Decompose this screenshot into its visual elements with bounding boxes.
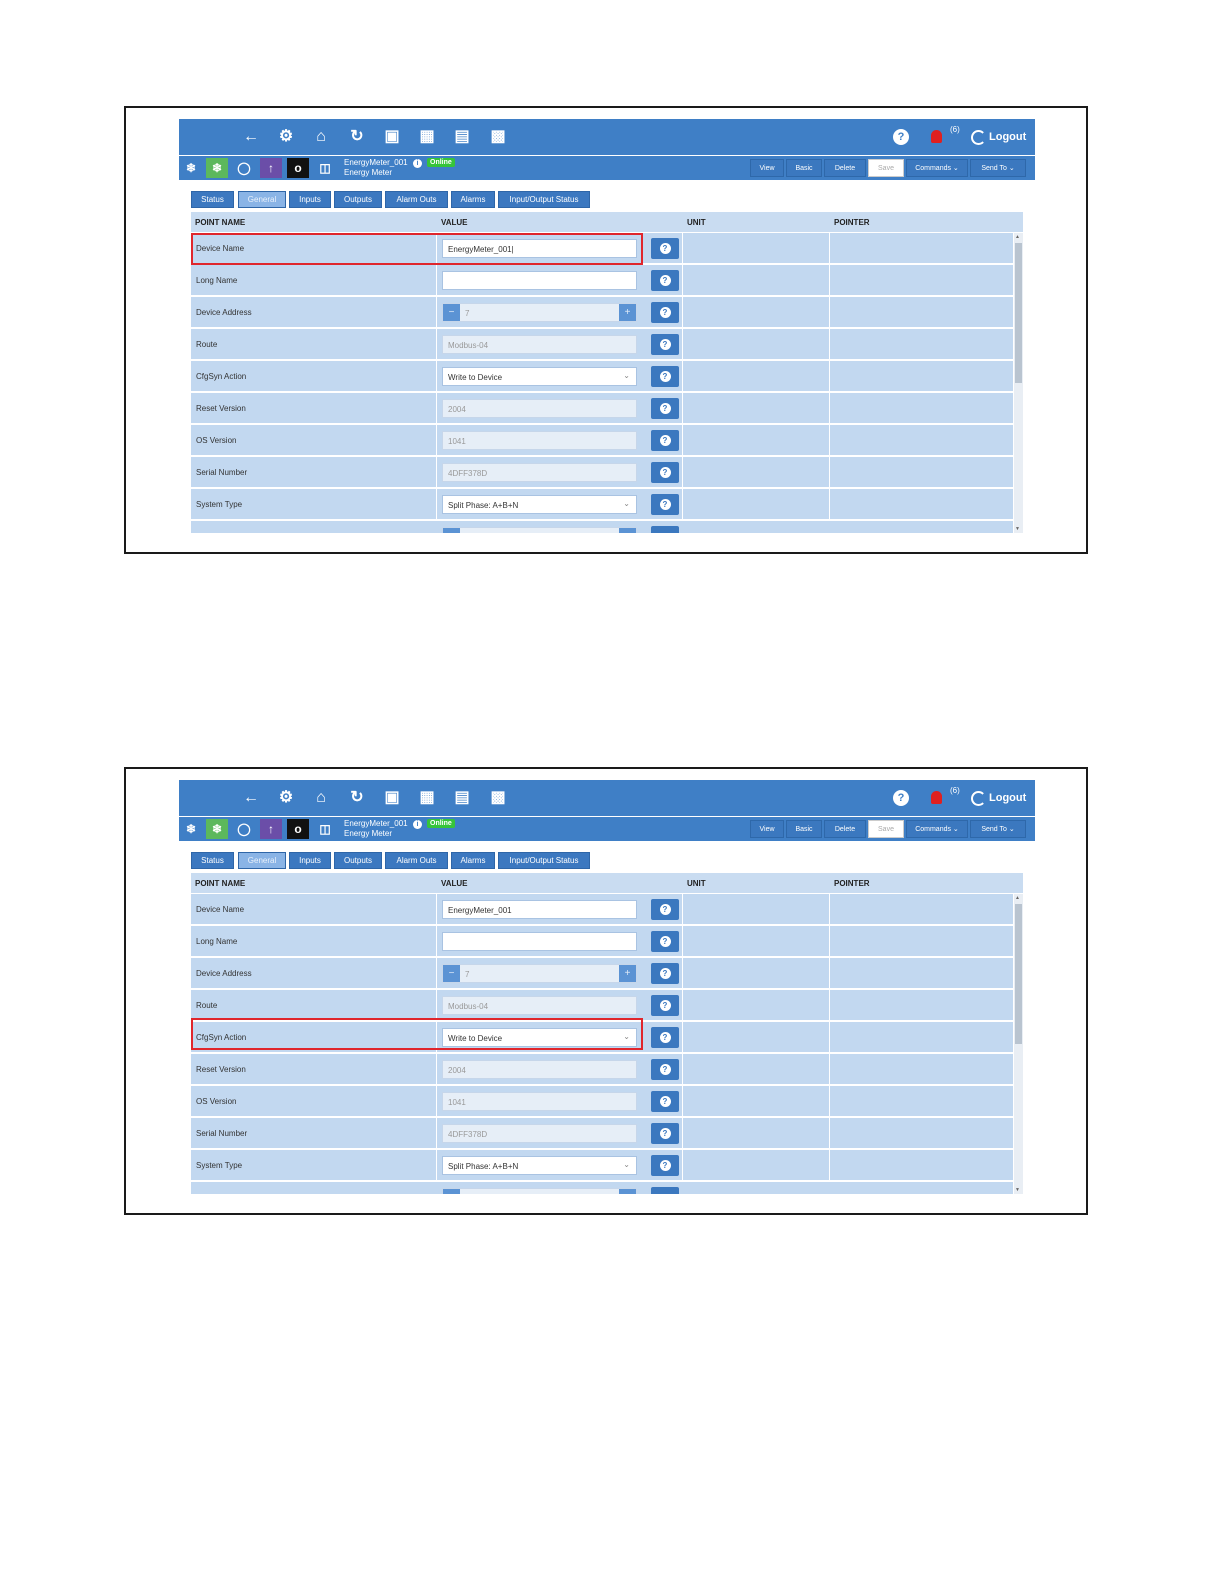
- cube-icon[interactable]: ▣: [384, 128, 400, 145]
- question-icon: ?: [660, 1128, 671, 1139]
- question-icon: ?: [660, 403, 671, 414]
- chevron-down-icon: ⌄: [623, 371, 630, 380]
- scroll-down-icon[interactable]: ▼: [1015, 1187, 1020, 1193]
- column-divider: [682, 1054, 683, 1085]
- tab-inputs[interactable]: Inputs: [289, 852, 331, 869]
- column-divider: [436, 425, 437, 456]
- heat-cool-icon[interactable]: ❄: [206, 158, 228, 178]
- snowflake-icon[interactable]: ❄: [180, 158, 202, 178]
- tab-outputs[interactable]: Outputs: [334, 191, 382, 208]
- table-row: [191, 958, 1013, 989]
- column-divider: [829, 1150, 830, 1181]
- alarm-count: (6): [950, 125, 960, 134]
- help-button[interactable]: [651, 270, 679, 291]
- stepper-partial[interactable]: [442, 527, 637, 533]
- column-divider: [682, 926, 683, 957]
- basic-button[interactable]: Basic: [786, 159, 822, 177]
- plug-icon[interactable]: ↑: [260, 819, 282, 839]
- column-divider: [682, 425, 683, 456]
- column-divider: [436, 457, 437, 488]
- tab-outputs[interactable]: Outputs: [334, 852, 382, 869]
- gear-icon[interactable]: ⚙: [278, 789, 294, 806]
- question-icon: ?: [660, 339, 671, 350]
- header-value: VALUE: [441, 879, 468, 888]
- long-name-input[interactable]: [442, 271, 637, 290]
- table-row: [191, 990, 1013, 1021]
- point-name: Route: [196, 1001, 218, 1010]
- snowflake-icon[interactable]: ❄: [180, 819, 202, 839]
- table-row: [191, 393, 1013, 424]
- column-divider: [436, 1118, 437, 1149]
- column-divider: [436, 297, 437, 328]
- table-row-partial: [191, 521, 1013, 533]
- scroll-thumb[interactable]: [1015, 904, 1022, 1044]
- help-button[interactable]: [651, 1059, 679, 1080]
- info-icon[interactable]: i: [413, 820, 422, 829]
- cfgsyn-action-select[interactable]: [442, 367, 637, 386]
- device-name: EnergyMeter_001: [344, 819, 408, 828]
- column-divider: [682, 329, 683, 360]
- column-divider: [829, 1054, 830, 1085]
- table-row: [191, 425, 1013, 456]
- table-row: [191, 1118, 1013, 1149]
- scrollbar[interactable]: [1014, 894, 1023, 1194]
- device-bar: [179, 817, 1035, 841]
- header-unit: UNIT: [687, 218, 706, 227]
- point-name: OS Version: [196, 1097, 237, 1106]
- column-divider: [829, 329, 830, 360]
- cube-icon[interactable]: ▣: [384, 789, 400, 806]
- header-point-name: POINT NAME: [195, 879, 246, 888]
- help-button[interactable]: [651, 1187, 679, 1194]
- help-button[interactable]: [651, 963, 679, 984]
- help-button[interactable]: [651, 995, 679, 1016]
- column-divider: [829, 425, 830, 456]
- column-divider: [682, 1150, 683, 1181]
- column-divider: [436, 958, 437, 989]
- status-badge: Online: [427, 819, 455, 828]
- scroll-up-icon[interactable]: ▲: [1015, 234, 1020, 240]
- table-row-partial: [191, 1182, 1013, 1194]
- header-unit: UNIT: [687, 879, 706, 888]
- help-button[interactable]: [651, 1123, 679, 1144]
- column-divider: [682, 297, 683, 328]
- tab-alarm-outs[interactable]: Alarm Outs: [385, 191, 448, 208]
- home-icon[interactable]: ⌂: [316, 789, 326, 806]
- serial-number-field: 4DFF378D: [442, 1124, 637, 1143]
- device-type: Energy Meter: [344, 829, 393, 838]
- increment-button[interactable]: +: [619, 965, 636, 982]
- chip-icon[interactable]: ◫: [314, 819, 336, 839]
- help-button[interactable]: [651, 1155, 679, 1176]
- column-divider: [829, 361, 830, 392]
- tab-general[interactable]: General: [238, 852, 286, 869]
- scroll-down-icon[interactable]: ▼: [1015, 526, 1020, 532]
- point-name: Device Address: [196, 969, 252, 978]
- question-icon: ?: [660, 1032, 671, 1043]
- question-icon: ?: [660, 499, 671, 510]
- tab-input-output-status[interactable]: Input/Output Status: [498, 191, 590, 208]
- column-divider: [829, 1086, 830, 1117]
- decrement-button[interactable]: −: [443, 304, 460, 321]
- chevron-down-icon: ⌄: [623, 1032, 630, 1041]
- calendar-icon[interactable]: ▦: [419, 128, 435, 145]
- decrement-button[interactable]: [443, 528, 460, 533]
- column-divider: [829, 457, 830, 488]
- device-name-input[interactable]: EnergyMeter_001|: [442, 239, 637, 258]
- back-arrow-icon[interactable]: ←: [243, 128, 259, 145]
- question-icon: ?: [660, 904, 671, 915]
- table-row: [191, 894, 1013, 925]
- system-type-value: Split Phase: A+B+N: [448, 1162, 519, 1171]
- question-icon: ?: [660, 435, 671, 446]
- point-name: Reset Version: [196, 404, 246, 413]
- table-row: [191, 1150, 1013, 1181]
- help-button[interactable]: [651, 1091, 679, 1112]
- chevron-down-icon: ⌄: [623, 1160, 630, 1169]
- help-icon[interactable]: ?: [893, 790, 909, 806]
- question-icon: ?: [660, 371, 671, 382]
- column-divider: [682, 1022, 683, 1053]
- tab-inputs[interactable]: Inputs: [289, 191, 331, 208]
- save-button[interactable]: Save: [868, 159, 904, 177]
- basic-button[interactable]: Basic: [786, 820, 822, 838]
- tab-alarms[interactable]: Alarms: [451, 852, 495, 869]
- point-name: Route: [196, 340, 218, 349]
- map-icon[interactable]: ▤: [454, 789, 470, 806]
- table-row: [191, 1054, 1013, 1085]
- help-button[interactable]: [651, 526, 679, 533]
- increment-button[interactable]: [619, 1189, 636, 1194]
- question-icon: ?: [660, 243, 671, 254]
- question-icon: ?: [660, 1064, 671, 1075]
- increment-button[interactable]: +: [619, 304, 636, 321]
- question-icon: ?: [660, 307, 671, 318]
- increment-button[interactable]: [619, 528, 636, 533]
- column-divider: [682, 990, 683, 1021]
- highlight-cfgsyn-action: [191, 1018, 643, 1050]
- system-type-select[interactable]: [442, 495, 637, 514]
- column-divider: [829, 894, 830, 925]
- delete-button[interactable]: Delete: [824, 159, 866, 177]
- table-row: [191, 329, 1013, 360]
- point-name: OS Version: [196, 436, 237, 445]
- tab-alarm-outs[interactable]: Alarm Outs: [385, 852, 448, 869]
- map-icon[interactable]: ▤: [454, 128, 470, 145]
- screenshot-frame-2: [124, 767, 1088, 1215]
- gear-icon[interactable]: ⚙: [278, 128, 294, 145]
- highlight-device-name: [191, 233, 643, 265]
- help-button[interactable]: [651, 334, 679, 355]
- device-name-input[interactable]: EnergyMeter_001: [442, 900, 637, 919]
- question-icon: ?: [660, 275, 671, 286]
- column-divider: [436, 894, 437, 925]
- app-window: [179, 780, 1035, 1194]
- point-name: CfgSyn Action: [196, 1033, 247, 1042]
- header-value: VALUE: [441, 218, 468, 227]
- point-name: Serial Number: [196, 1129, 248, 1138]
- logout-label: Logout: [989, 131, 1027, 143]
- app-window: [179, 119, 1035, 533]
- column-divider: [436, 393, 437, 424]
- header-point-name: POINT NAME: [195, 218, 246, 227]
- route-field: Modbus-04: [442, 335, 637, 354]
- help-button[interactable]: [651, 430, 679, 451]
- table-header: [191, 873, 1023, 893]
- help-button[interactable]: [651, 398, 679, 419]
- alarm-bell-icon[interactable]: [931, 130, 942, 143]
- column-divider: [682, 1118, 683, 1149]
- system-type-value: Split Phase: A+B+N: [448, 501, 519, 510]
- column-divider: [436, 926, 437, 957]
- tab-alarms[interactable]: Alarms: [451, 191, 495, 208]
- column-divider: [829, 393, 830, 424]
- point-name: CfgSyn Action: [196, 372, 247, 381]
- cfgsyn-action-value: Write to Device: [448, 1034, 503, 1043]
- help-button[interactable]: [651, 494, 679, 515]
- device-address-value: 7: [465, 970, 470, 979]
- table-header: [191, 212, 1023, 232]
- status-badge: Online: [427, 158, 455, 167]
- column-divider: [682, 361, 683, 392]
- commands-button[interactable]: Commands ⌄: [906, 820, 968, 838]
- logout-button[interactable]: [971, 789, 1026, 807]
- column-divider: [829, 958, 830, 989]
- question-icon: ?: [660, 1160, 671, 1171]
- point-name: Long Name: [196, 276, 238, 285]
- device-address-stepper[interactable]: [442, 303, 637, 322]
- scroll-up-icon[interactable]: ▲: [1015, 895, 1020, 901]
- logout-icon: [971, 791, 986, 806]
- o-icon[interactable]: o: [287, 158, 309, 178]
- column-divider: [436, 990, 437, 1021]
- chevron-down-icon: ⌄: [623, 499, 630, 508]
- save-button[interactable]: Save: [868, 820, 904, 838]
- column-divider: [436, 1054, 437, 1085]
- back-arrow-icon[interactable]: ←: [243, 789, 259, 806]
- os-version-field: 1041: [442, 1092, 637, 1111]
- os-version-field: 1041: [442, 431, 637, 450]
- column-divider: [682, 233, 683, 264]
- top-toolbar: [179, 119, 1035, 155]
- table-row: [191, 489, 1013, 520]
- lightbulb-icon[interactable]: ◯: [233, 819, 255, 839]
- logout-button[interactable]: [971, 128, 1026, 146]
- device-address-value: 7: [465, 309, 470, 318]
- help-button[interactable]: [651, 899, 679, 920]
- question-icon: ?: [660, 1096, 671, 1107]
- column-divider: [682, 1086, 683, 1117]
- alarm-count: (6): [950, 786, 960, 795]
- commands-button[interactable]: Commands ⌄: [906, 159, 968, 177]
- device-name: EnergyMeter_001: [344, 158, 408, 167]
- long-name-input[interactable]: [442, 932, 637, 951]
- scrollbar[interactable]: [1014, 233, 1023, 533]
- help-icon[interactable]: ?: [893, 129, 909, 145]
- point-name: System Type: [196, 500, 243, 509]
- question-icon: ?: [660, 968, 671, 979]
- device-type: Energy Meter: [344, 168, 393, 177]
- column-divider: [829, 1118, 830, 1149]
- tab-input-output-status[interactable]: Input/Output Status: [498, 852, 590, 869]
- route-field: Modbus-04: [442, 996, 637, 1015]
- column-divider: [682, 489, 683, 520]
- send-to-button[interactable]: Send To ⌄: [970, 820, 1026, 838]
- report-icon[interactable]: ▩: [490, 789, 506, 806]
- chip-icon[interactable]: ◫: [314, 158, 336, 178]
- help-button[interactable]: [651, 238, 679, 259]
- logout-icon: [971, 130, 986, 145]
- refresh-icon[interactable]: ↻: [350, 789, 364, 806]
- question-icon: ?: [660, 467, 671, 478]
- cfgsyn-action-value: Write to Device: [448, 373, 503, 382]
- calendar-icon[interactable]: ▦: [419, 789, 435, 806]
- column-divider: [682, 393, 683, 424]
- logout-label: Logout: [989, 792, 1027, 804]
- question-icon: ?: [660, 936, 671, 947]
- question-icon: ?: [660, 1000, 671, 1011]
- device-address-stepper[interactable]: [442, 964, 637, 983]
- column-divider: [682, 894, 683, 925]
- column-divider: [829, 926, 830, 957]
- table-row: [191, 265, 1013, 296]
- column-divider: [436, 361, 437, 392]
- column-divider: [829, 990, 830, 1021]
- serial-number-field: 4DFF378D: [442, 463, 637, 482]
- column-divider: [436, 1086, 437, 1117]
- reset-version-field: 2004: [442, 399, 637, 418]
- table-row: [191, 457, 1013, 488]
- report-icon[interactable]: ▩: [490, 128, 506, 145]
- point-name: Long Name: [196, 937, 238, 946]
- column-divider: [829, 489, 830, 520]
- point-name: Serial Number: [196, 468, 248, 477]
- help-button[interactable]: [651, 1027, 679, 1048]
- decrement-button[interactable]: −: [443, 965, 460, 982]
- reset-version-field: 2004: [442, 1060, 637, 1079]
- point-name: System Type: [196, 1161, 243, 1170]
- table-row: [191, 926, 1013, 957]
- column-divider: [829, 265, 830, 296]
- delete-button[interactable]: Delete: [824, 820, 866, 838]
- column-divider: [829, 297, 830, 328]
- column-divider: [829, 233, 830, 264]
- column-divider: [682, 958, 683, 989]
- lightbulb-icon[interactable]: ◯: [233, 158, 255, 178]
- column-divider: [436, 329, 437, 360]
- device-bar: [179, 156, 1035, 180]
- view-button[interactable]: View: [750, 159, 784, 177]
- table-row: [191, 1086, 1013, 1117]
- tab-status[interactable]: Status: [191, 852, 234, 869]
- plug-icon[interactable]: ↑: [260, 158, 282, 178]
- stepper-partial[interactable]: [442, 1188, 637, 1194]
- column-divider: [436, 1150, 437, 1181]
- view-button[interactable]: View: [750, 820, 784, 838]
- column-divider: [436, 265, 437, 296]
- point-name: Device Address: [196, 308, 252, 317]
- header-pointer: POINTER: [834, 218, 870, 227]
- table-row: [191, 361, 1013, 392]
- info-icon[interactable]: i: [413, 159, 422, 168]
- o-icon[interactable]: o: [287, 819, 309, 839]
- point-name: Reset Version: [196, 1065, 246, 1074]
- device-name-value: EnergyMeter_001: [448, 245, 512, 254]
- point-name: Device Name: [196, 244, 245, 253]
- system-type-select[interactable]: [442, 1156, 637, 1175]
- screenshot-frame-1: [124, 106, 1088, 554]
- refresh-icon[interactable]: ↻: [350, 128, 364, 145]
- alarm-bell-icon[interactable]: [931, 791, 942, 804]
- column-divider: [682, 457, 683, 488]
- help-button[interactable]: [651, 462, 679, 483]
- send-to-button[interactable]: Send To ⌄: [970, 159, 1026, 177]
- tab-general[interactable]: General: [238, 191, 286, 208]
- help-button[interactable]: [651, 366, 679, 387]
- column-divider: [829, 1022, 830, 1053]
- table-row: [191, 297, 1013, 328]
- point-name: Device Name: [196, 905, 245, 914]
- heat-cool-icon[interactable]: ❄: [206, 819, 228, 839]
- help-button[interactable]: [651, 931, 679, 952]
- column-divider: [682, 265, 683, 296]
- help-button[interactable]: [651, 302, 679, 323]
- column-divider: [436, 489, 437, 520]
- scroll-thumb[interactable]: [1015, 243, 1022, 383]
- tab-status[interactable]: Status: [191, 191, 234, 208]
- top-toolbar: [179, 780, 1035, 816]
- decrement-button[interactable]: [443, 1189, 460, 1194]
- header-pointer: POINTER: [834, 879, 870, 888]
- home-icon[interactable]: ⌂: [316, 128, 326, 145]
